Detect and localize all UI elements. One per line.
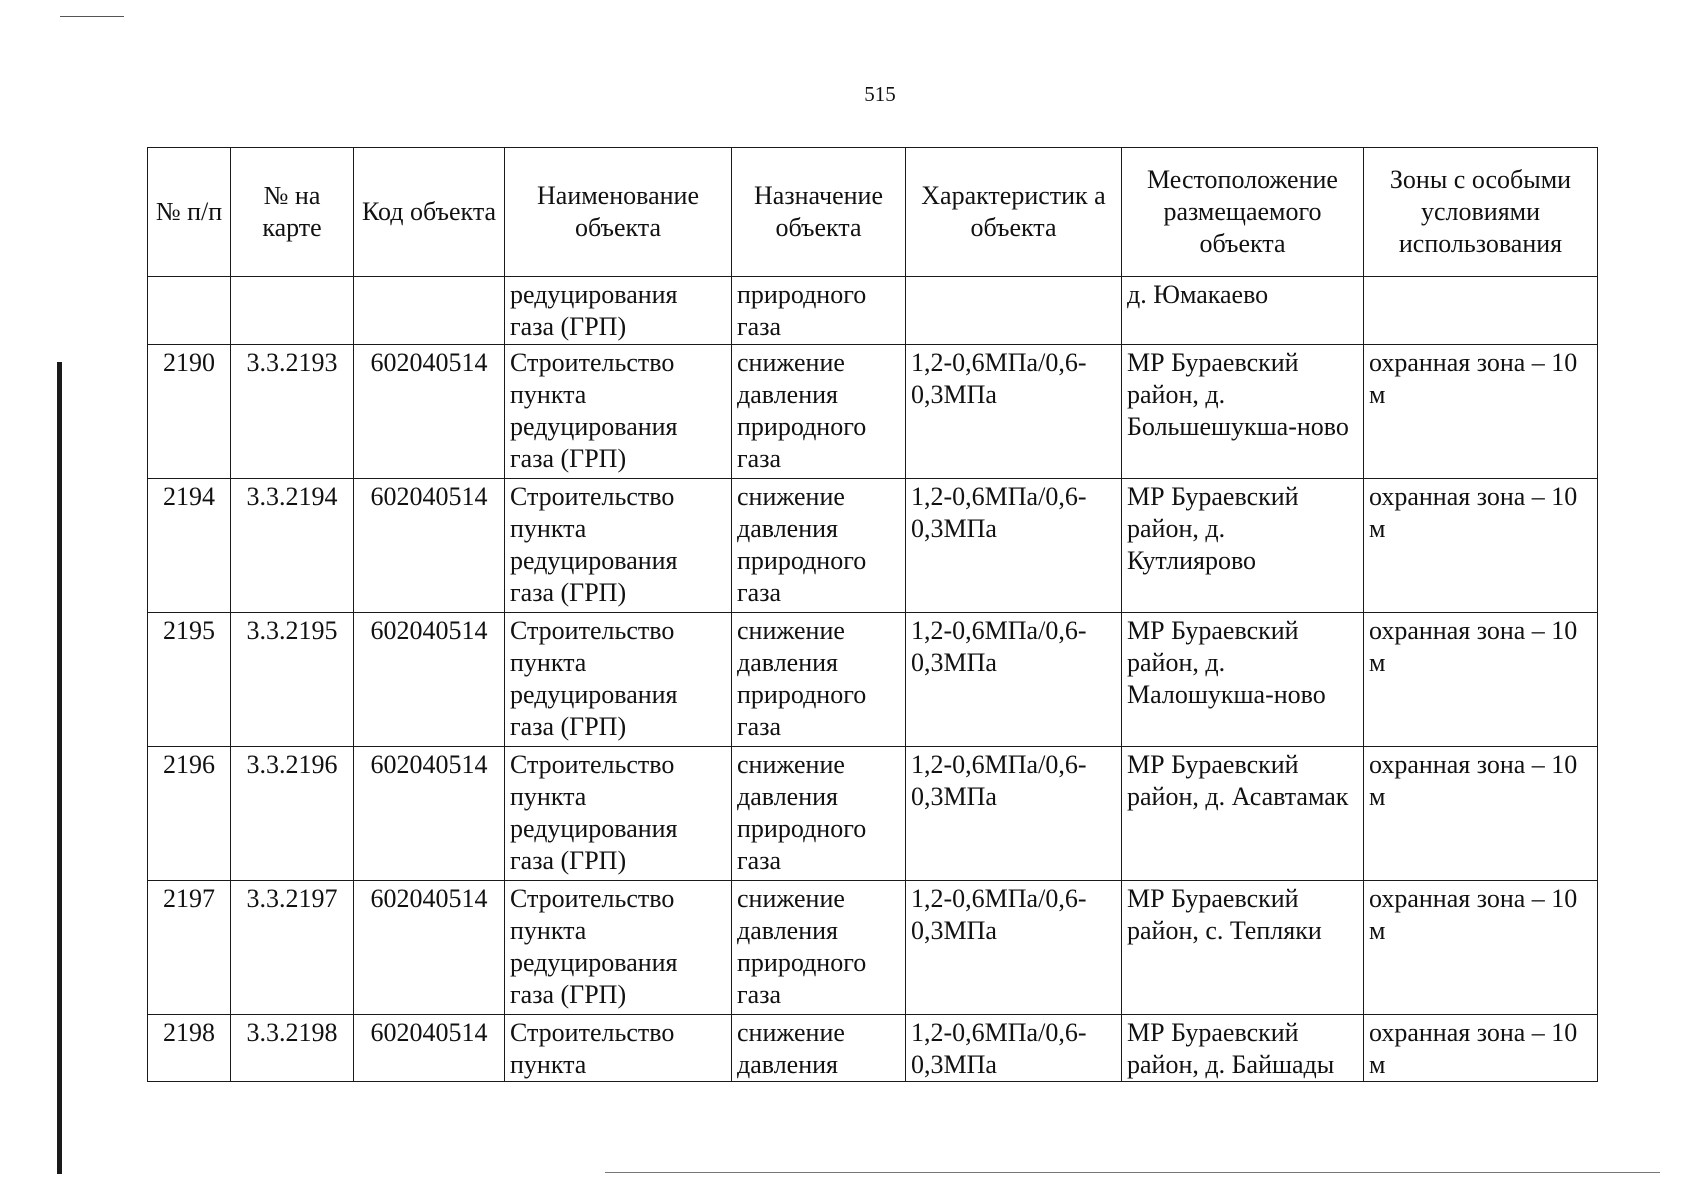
cell-map: 3.3.2198 [231, 1015, 354, 1082]
cell-purpose: снижение давления природного газа [732, 747, 906, 881]
cell-characteristics: 1,2-0,6МПа/0,6-0,3МПа [906, 613, 1122, 747]
objects-table [147, 147, 1598, 1082]
cell-map: 3.3.2197 [231, 881, 354, 1015]
table-row [148, 479, 1598, 613]
header-cell-location: Местоположение размещаемого объекта [1122, 148, 1364, 277]
cell-code: 602040514 [354, 881, 505, 1015]
cell-location: МР Бураевский район, д. Кутлиярово [1122, 479, 1364, 613]
table-row [148, 1015, 1598, 1082]
cell-name: редуцирования газа (ГРП) [505, 277, 732, 345]
table-row-continuation [148, 277, 1598, 345]
table-row [148, 881, 1598, 1015]
scan-artifact-bottom-line [605, 1172, 1660, 1173]
header-cell-zones: Зоны с особыми условиями использования [1364, 148, 1598, 277]
cell-purpose: снижение давления природного газа [732, 613, 906, 747]
cell-purpose: снижение давления природного газа [732, 881, 906, 1015]
cell-characteristics: 1,2-0,6МПа/0,6-0,3МПа [906, 1015, 1122, 1082]
cell-characteristics [906, 277, 1122, 345]
cell-purpose: природного газа [732, 277, 906, 345]
cell-code: 602040514 [354, 1015, 505, 1082]
cell-zone: охранная зона – 10 м [1364, 1015, 1598, 1082]
cell-num: 2196 [148, 747, 231, 881]
cell-num: 2198 [148, 1015, 231, 1082]
cell-characteristics: 1,2-0,6МПа/0,6-0,3МПа [906, 747, 1122, 881]
cell-location: МР Бураевский район, д. Большешукша-ново [1122, 345, 1364, 479]
cell-code: 602040514 [354, 345, 505, 479]
cell-purpose: снижение давления природного газа [732, 479, 906, 613]
cell-name: Строительство пункта [505, 1015, 732, 1082]
cell-zone: охранная зона – 10 м [1364, 613, 1598, 747]
table-row [148, 345, 1598, 479]
cell-num: 2195 [148, 613, 231, 747]
cell-zone: охранная зона – 10 м [1364, 345, 1598, 479]
table-row [148, 747, 1598, 881]
cell-num: 2194 [148, 479, 231, 613]
cell-code: 602040514 [354, 747, 505, 881]
cell-characteristics: 1,2-0,6МПа/0,6-0,3МПа [906, 345, 1122, 479]
cell-location: МР Бураевский район, с. Тепляки [1122, 881, 1364, 1015]
cell-code: 602040514 [354, 613, 505, 747]
scan-artifact-left-bar [57, 362, 62, 1174]
cell-location: МР Бураевский район, д. Асавтамак [1122, 747, 1364, 881]
cell-zone [1364, 277, 1598, 345]
cell-location: МР Бураевский район, д. Байшады [1122, 1015, 1364, 1082]
cell-name: Строительство пункта редуцирования газа (ГРП) [505, 881, 732, 1015]
cell-num: 2190 [148, 345, 231, 479]
cell-location: МР Бураевский район, д. Малошукша-ново [1122, 613, 1364, 747]
cell-map [231, 277, 354, 345]
cell-num: 2197 [148, 881, 231, 1015]
cell-name: Строительство пункта редуцирования газа (ГРП) [505, 747, 732, 881]
cell-map: 3.3.2196 [231, 747, 354, 881]
cell-characteristics: 1,2-0,6МПа/0,6-0,3МПа [906, 479, 1122, 613]
table-header-row [148, 148, 1598, 277]
table-row [148, 613, 1598, 747]
header-cell-num: № п/п [148, 148, 231, 277]
cell-name: Строительство пункта редуцирования газа (ГРП) [505, 345, 732, 479]
header-cell-name: Наименование объекта [505, 148, 732, 277]
cell-name: Строительство пункта редуцирования газа (ГРП) [505, 613, 732, 747]
header-cell-purpose: Назначение объекта [732, 148, 906, 277]
page-number: 515 [864, 82, 896, 106]
header-cell-characteristics: Характеристик а объекта [906, 148, 1122, 277]
cell-purpose: снижение давления природного газа [732, 345, 906, 479]
cell-code [354, 277, 505, 345]
cell-characteristics: 1,2-0,6МПа/0,6-0,3МПа [906, 881, 1122, 1015]
cell-name: Строительство пункта редуцирования газа (ГРП) [505, 479, 732, 613]
cell-map: 3.3.2194 [231, 479, 354, 613]
scan-artifact-top-line [60, 16, 124, 17]
header-cell-map: № на карте [231, 148, 354, 277]
cell-zone: охранная зона – 10 м [1364, 479, 1598, 613]
cell-map: 3.3.2195 [231, 613, 354, 747]
cell-location: д. Юмакаево [1122, 277, 1364, 345]
cell-purpose: снижение давления [732, 1015, 906, 1082]
cell-num [148, 277, 231, 345]
cell-zone: охранная зона – 10 м [1364, 747, 1598, 881]
cell-zone: охранная зона – 10 м [1364, 881, 1598, 1015]
cell-code: 602040514 [354, 479, 505, 613]
header-cell-code: Код объекта [354, 148, 505, 277]
cell-map: 3.3.2193 [231, 345, 354, 479]
